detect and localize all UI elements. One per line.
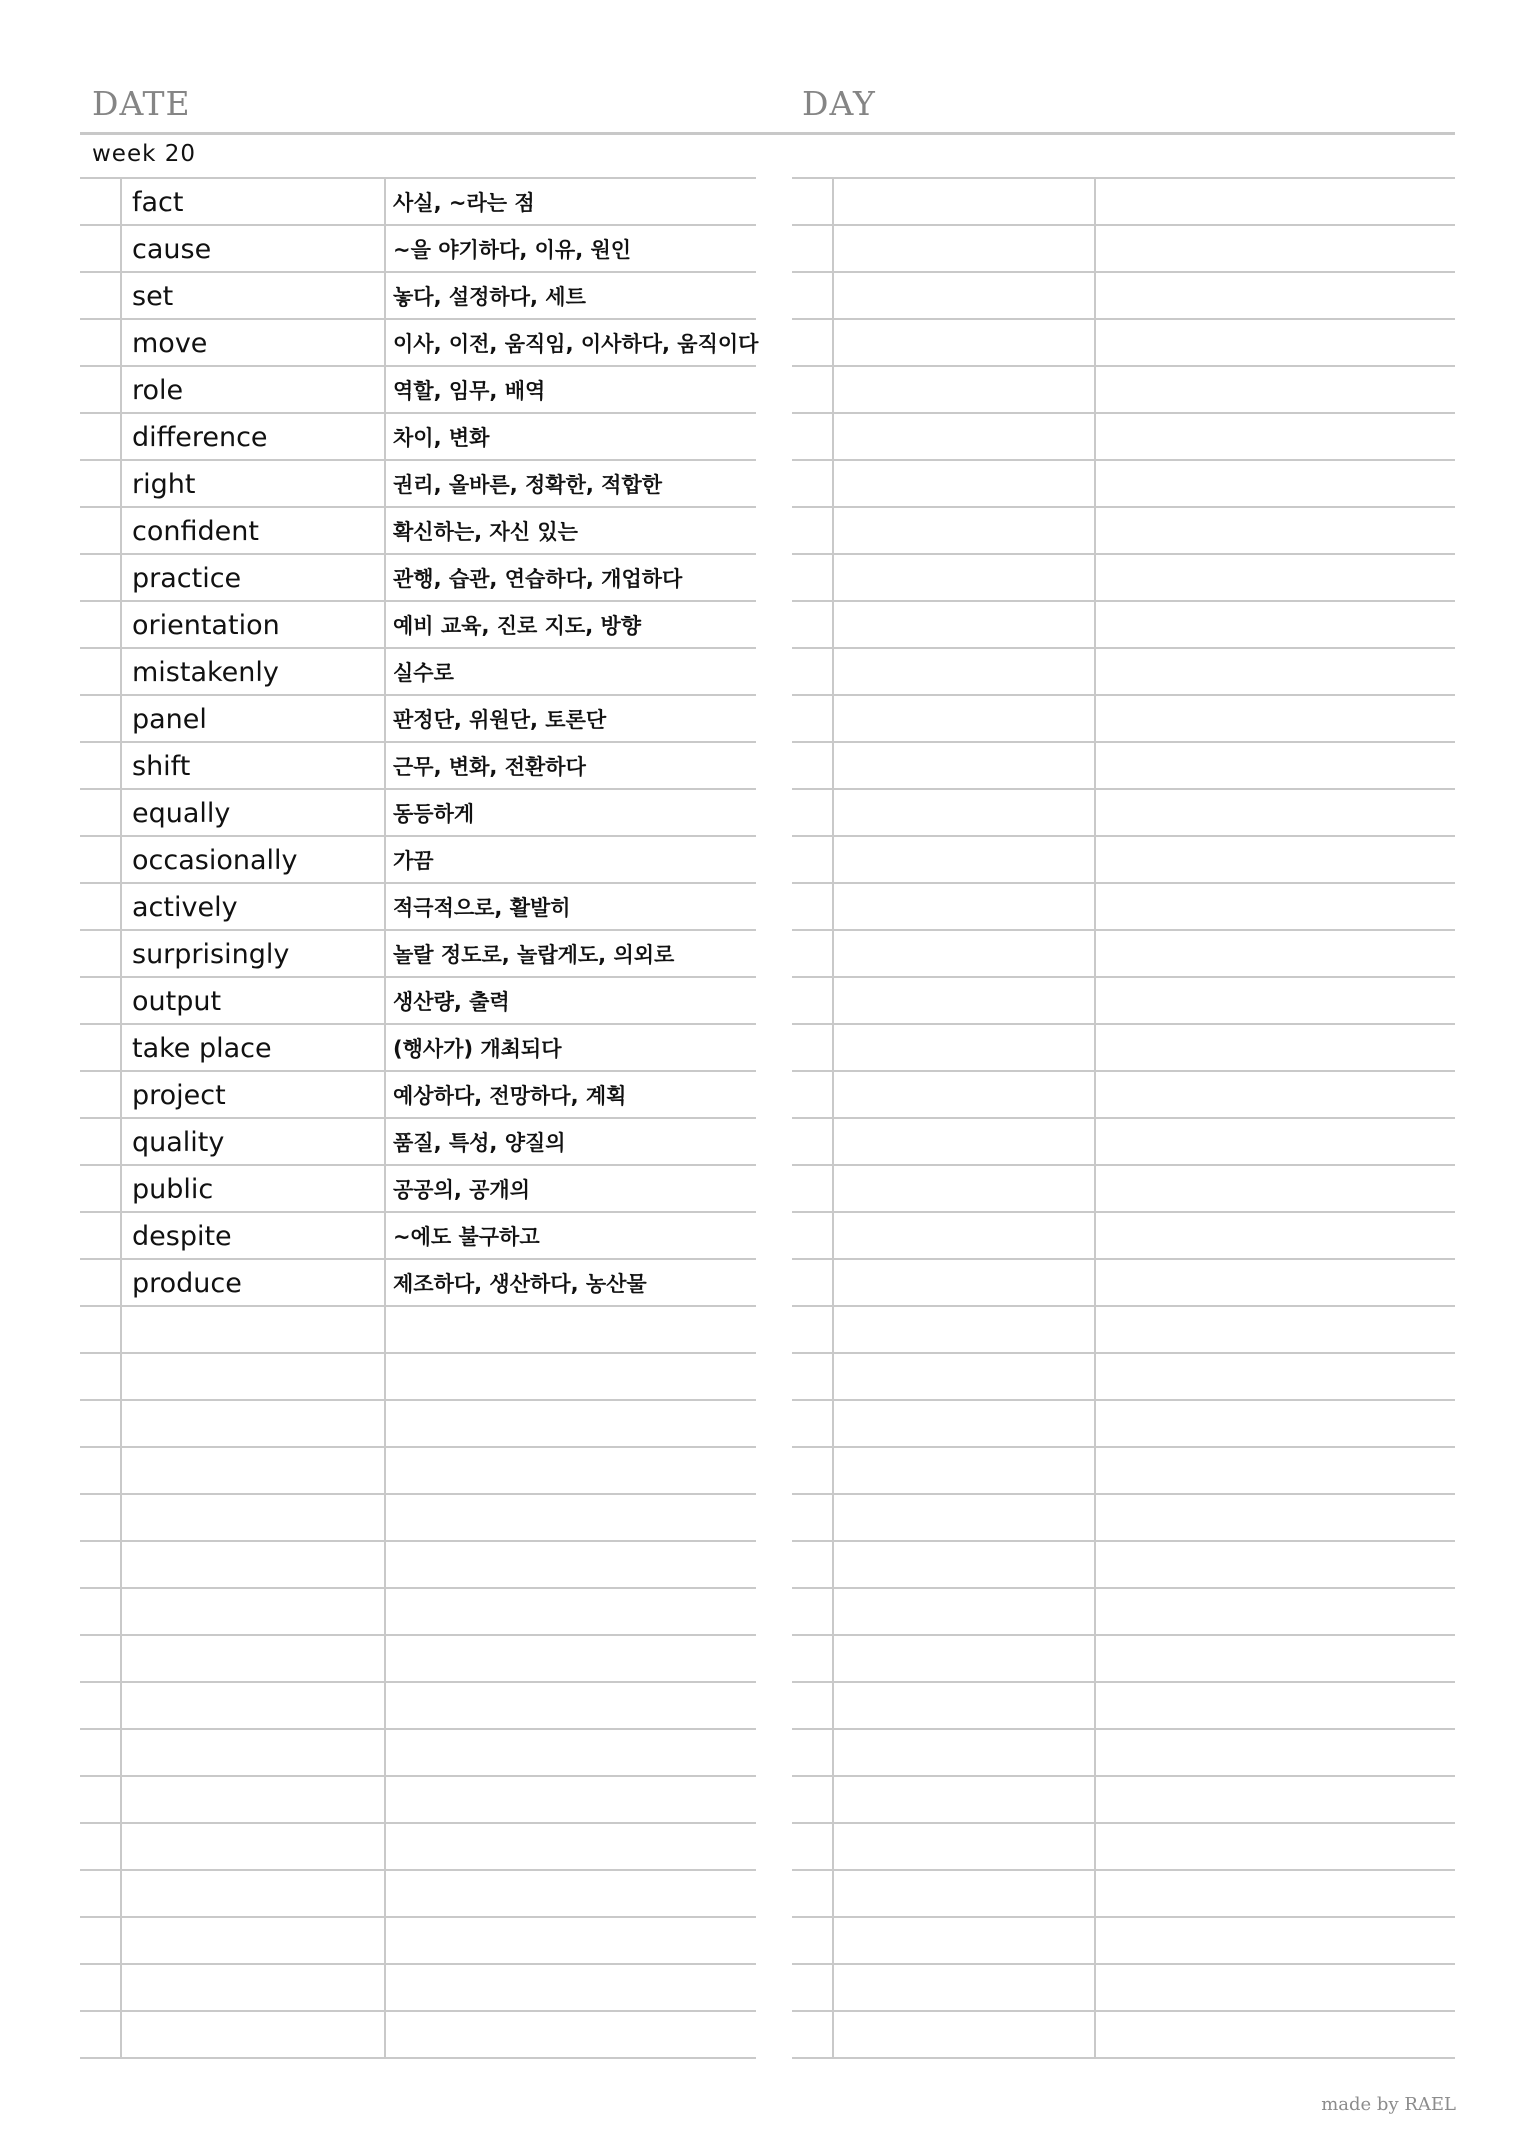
rule-line [792, 929, 1455, 931]
vocab-meaning: 품질, 특성, 양질의 [393, 1131, 566, 1155]
vocab-meaning: ~에도 불구하고 [393, 1225, 540, 1249]
rule-line [80, 1399, 756, 1401]
vocab-row [80, 835, 756, 882]
rule-line [80, 1916, 756, 1918]
vocab-word: actively [132, 892, 238, 923]
week-label: week 20 [92, 141, 197, 167]
vocab-meaning: 이사, 이전, 움직임, 이사하다, 움직이다 [393, 332, 759, 356]
rule-line [792, 1916, 1455, 1918]
vocab-row [80, 1070, 756, 1117]
blank-table-right [792, 177, 1455, 2075]
vocab-meaning: 사실, ~라는 점 [393, 191, 535, 215]
rule-line [792, 553, 1455, 555]
vocab-word: mistakenly [132, 657, 279, 688]
rule-line [792, 835, 1455, 837]
rule-line [792, 788, 1455, 790]
vocab-meaning: 역할, 임무, 배역 [393, 379, 546, 403]
vocab-row [80, 647, 756, 694]
rule-line [792, 1775, 1455, 1777]
rule-line [792, 1869, 1455, 1871]
rule-line [80, 1822, 756, 1824]
rule-line [792, 1305, 1455, 1307]
rule-line [792, 694, 1455, 696]
date-header: DATE [92, 84, 191, 123]
vocab-meaning: 적극적으로, 활발히 [393, 896, 571, 920]
rule-line [792, 1963, 1455, 1965]
vocab-word: cause [132, 234, 212, 265]
rule-line [80, 1446, 756, 1448]
vocab-word: project [132, 1080, 226, 1111]
vocab-word: despite [132, 1221, 232, 1252]
vocab-meaning: 생산량, 출력 [393, 990, 510, 1014]
rule-line [792, 1352, 1455, 1354]
rule-line [792, 1634, 1455, 1636]
vocab-meaning: 확신하는, 자신 있는 [393, 520, 578, 544]
vocab-word: panel [132, 704, 207, 735]
vocab-row [80, 694, 756, 741]
vocab-word: shift [132, 751, 191, 782]
vocab-word: orientation [132, 610, 280, 641]
rule-line [80, 1869, 756, 1871]
vocab-word: take place [132, 1033, 272, 1064]
rule-line [792, 1540, 1455, 1542]
rule-line [792, 1446, 1455, 1448]
vocab-word: practice [132, 563, 242, 594]
rule-line [792, 1493, 1455, 1495]
vocab-word: occasionally [132, 845, 298, 876]
vocab-row [80, 1258, 756, 1305]
rule-line [792, 271, 1455, 273]
rule-line [80, 1305, 756, 1307]
rule-line [792, 1023, 1455, 1025]
rule-line [792, 647, 1455, 649]
vocab-word: quality [132, 1127, 225, 1158]
rule-line [80, 1540, 756, 1542]
vocab-row [80, 365, 756, 412]
rule-line [80, 2010, 756, 2012]
vocab-word: fact [132, 187, 184, 218]
vocab-meaning: (행사가) 개최되다 [393, 1037, 562, 1061]
vocab-word: surprisingly [132, 939, 290, 970]
vocab-row [80, 882, 756, 929]
vocab-row [80, 1211, 756, 1258]
vocab-row [80, 1023, 756, 1070]
vocab-meaning: 관행, 습관, 연습하다, 개업하다 [393, 567, 683, 591]
rule-line [792, 2057, 1455, 2059]
rule-line [80, 1728, 756, 1730]
vocab-word: output [132, 986, 222, 1017]
rule-line [792, 600, 1455, 602]
vocab-row [80, 224, 756, 271]
vocab-meaning: ~을 야기하다, 이유, 원인 [393, 238, 632, 262]
rule-line [792, 412, 1455, 414]
vocab-row [80, 976, 756, 1023]
vocab-word: confident [132, 516, 259, 547]
vocab-row [80, 459, 756, 506]
vocab-word: right [132, 469, 196, 500]
rule-line [792, 1258, 1455, 1260]
rule-line [792, 1587, 1455, 1589]
rule-line [792, 1681, 1455, 1683]
rule-line [80, 1634, 756, 1636]
rule-line [792, 506, 1455, 508]
vocab-row [80, 506, 756, 553]
rule-line [792, 1211, 1455, 1213]
rule-line [792, 2010, 1455, 2012]
credit-text: made by RAEL [1321, 2094, 1456, 2115]
vocab-meaning: 공공의, 공개의 [393, 1178, 531, 1202]
rule-line [792, 1822, 1455, 1824]
rule-line [792, 1728, 1455, 1730]
vocab-row [80, 177, 756, 224]
vocab-meaning: 차이, 변화 [393, 426, 490, 450]
rule-line [792, 882, 1455, 884]
vocab-row [80, 600, 756, 647]
column-divider [832, 177, 834, 2057]
rule-line [80, 1587, 756, 1589]
rule-line [792, 459, 1455, 461]
rule-line [792, 365, 1455, 367]
header-divider [80, 132, 1455, 135]
vocab-word: produce [132, 1268, 242, 1299]
vocab-row [80, 1164, 756, 1211]
vocab-meaning: 동등하게 [393, 802, 475, 826]
vocab-meaning: 놀랄 정도로, 놀랍게도, 의외로 [393, 943, 675, 967]
rule-line [792, 1070, 1455, 1072]
rule-line [792, 177, 1455, 179]
vocab-meaning: 놓다, 설정하다, 세트 [393, 285, 586, 309]
vocab-meaning: 근무, 변화, 전환하다 [393, 755, 586, 779]
vocab-word: set [132, 281, 174, 312]
rule-line [792, 976, 1455, 978]
rule-line [80, 1681, 756, 1683]
vocab-word: role [132, 375, 184, 406]
vocab-meaning: 예상하다, 전망하다, 계획 [393, 1084, 627, 1108]
vocab-word: difference [132, 422, 268, 453]
vocab-row [80, 318, 759, 365]
vocab-table-left [80, 177, 759, 2075]
rule-line [80, 1963, 756, 1965]
vocab-meaning: 권리, 올바른, 정확한, 적합한 [393, 473, 663, 497]
column-divider [1094, 177, 1096, 2057]
vocab-meaning: 제조하다, 생산하다, 농산물 [393, 1272, 647, 1296]
rule-line [80, 1775, 756, 1777]
vocab-row [80, 929, 756, 976]
vocab-word: equally [132, 798, 231, 829]
vocab-row [80, 788, 756, 835]
rule-line [80, 2057, 756, 2059]
vocab-word: public [132, 1174, 214, 1205]
rule-line [792, 224, 1455, 226]
vocab-row [80, 271, 756, 318]
vocab-row [80, 412, 756, 459]
vocab-row [80, 1117, 756, 1164]
vocab-meaning: 실수로 [393, 661, 454, 685]
rule-line [80, 1352, 756, 1354]
rule-line [792, 1399, 1455, 1401]
vocab-meaning: 예비 교육, 진로 지도, 방향 [393, 614, 642, 638]
day-header: DAY [802, 84, 876, 123]
rule-line [792, 318, 1455, 320]
vocab-word: move [132, 328, 208, 359]
vocab-row [80, 741, 756, 788]
vocab-meaning: 판정단, 위원단, 토론단 [393, 708, 607, 732]
rule-line [792, 1117, 1455, 1119]
vocab-row [80, 553, 756, 600]
rule-line [80, 1493, 756, 1495]
rule-line [792, 1164, 1455, 1166]
rule-line [792, 741, 1455, 743]
vocab-meaning: 가끔 [393, 849, 434, 873]
